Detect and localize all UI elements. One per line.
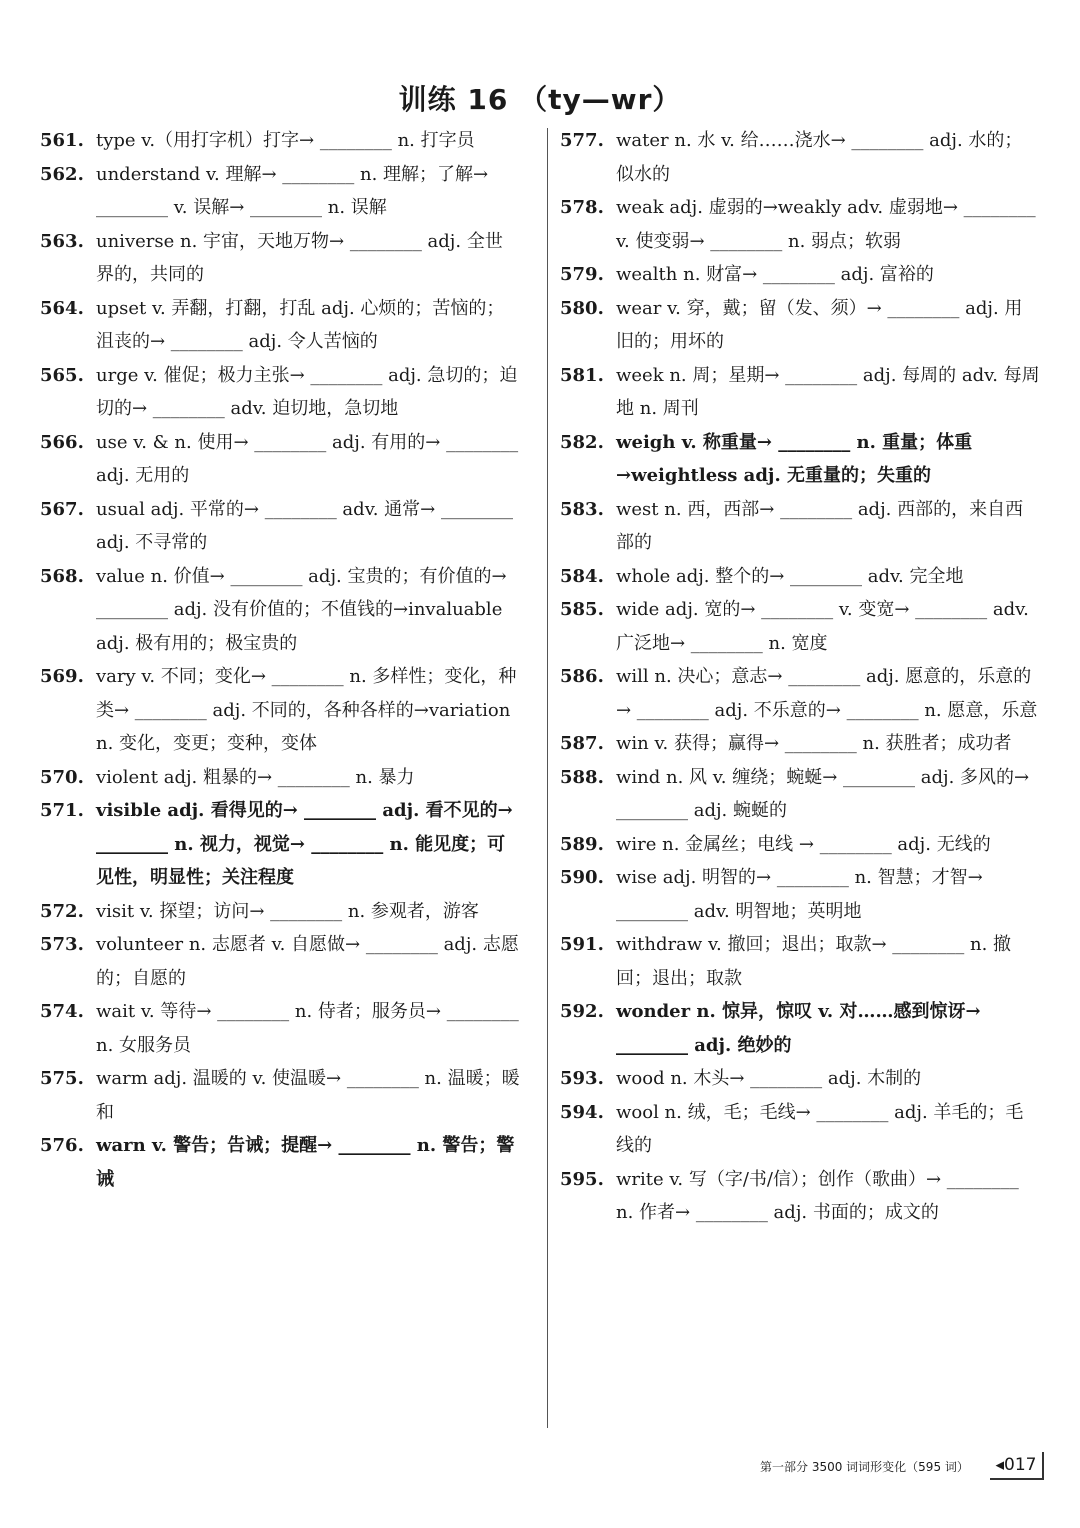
entry-number: 582. (560, 431, 604, 453)
entry-number: 595. (560, 1168, 604, 1190)
entry-number: 584. (560, 565, 604, 587)
vocab-entry (560, 1163, 1040, 1230)
vocab-entry (560, 1096, 1040, 1163)
entry-text: usual adj. 平常的→ ________ adv. 通常→ ________ adj. 不寻常的 (96, 498, 513, 553)
vocab-entry (40, 761, 520, 795)
entry-number: 588. (560, 766, 604, 788)
vocab-entry (40, 1129, 520, 1196)
vocab-entry (560, 124, 1040, 191)
entry-number: 590. (560, 867, 604, 888)
vocab-entry (560, 292, 1040, 359)
entry-text: will n. 决心；意志→ ________ adj. 愿意的，乐意的→ ________ adj. 不乐意的→ ________ n. 愿意，乐意 (616, 666, 1038, 721)
vocab-entry (40, 493, 520, 560)
page-number: ◂017 (990, 1452, 1044, 1480)
vocab-entry (560, 727, 1040, 761)
entry-text: win v. 获得；赢得→ ________ n. 获胜者；成功者 (616, 733, 1012, 754)
entry-text: weigh v. 称重量→ ________ n. 重量；体重 →weightless adj. 无重量的；失重的 (616, 431, 973, 486)
entry-number: 581. (560, 364, 604, 386)
entry-number: 564. (40, 297, 84, 319)
entry-number: 592. (560, 1001, 604, 1022)
entry-number: 568. (40, 565, 84, 587)
vocab-entry (560, 828, 1040, 862)
vocab-entry (40, 1062, 520, 1129)
entry-text: whole adj. 整个的→ ________ adv. 完全地 (616, 565, 964, 587)
entry-number: 562. (40, 163, 84, 185)
entry-text: wealth n. 财富→ ________ adj. 富裕的 (616, 264, 934, 285)
vocab-entry (560, 359, 1040, 426)
entry-text: week n. 周；星期→ ________ adj. 每周的 adv. 每周地 n. 周刊 (616, 364, 1040, 419)
vocab-entry (560, 560, 1040, 594)
entry-text: visit v. 探望；访问→ ________ n. 参观者，游客 (96, 900, 479, 922)
vocab-entry (560, 258, 1040, 292)
entry-number: 591. (560, 934, 604, 955)
entry-number: 576. (40, 1135, 84, 1156)
vocab-entry (560, 995, 1040, 1062)
vocab-entry (560, 861, 1040, 928)
entry-text: wonder n. 惊异，惊叹 v. 对……感到惊讶→ ________ adj. 绝妙的 (616, 1001, 981, 1056)
entry-number: 594. (560, 1101, 604, 1123)
entry-text: weak adj. 虚弱的→weakly adv. 虚弱地→ ________ v. 使变弱→ ________ n. 弱点；软弱 (616, 197, 1036, 252)
entry-number: 574. (40, 1001, 84, 1022)
entry-text: water n. 水 v. 给……浇水→ ________ adj. 水的；似水的 (616, 130, 1023, 185)
entry-number: 572. (40, 900, 84, 922)
entry-number: 566. (40, 431, 84, 453)
entry-text: wear v. 穿，戴；留（发、须）→ ________ adj. 用旧的；用坏的 (616, 297, 1023, 352)
entry-text: warn v. 警告；告诫；提醒→ ________ n. 警告；警诫 (96, 1135, 515, 1190)
entry-text: urge v. 催促；极力主张→ ________ adj. 急切的；迫切的→ ________ adv. 迫切地，急切地 (96, 364, 518, 419)
entry-text: west n. 西，西部→ ________ adj. 西部的，来自西部的 (616, 498, 1024, 553)
vocab-entry (40, 426, 520, 493)
entry-text: type v.（用打字机）打字→ ________ n. 打字员 (96, 130, 475, 151)
right-column (560, 124, 1040, 1230)
entry-text: wool n. 绒，毛；毛线→ ________ adj. 羊毛的；毛线的 (616, 1101, 1024, 1156)
vocab-entry (560, 928, 1040, 995)
entry-number: 571. (40, 800, 84, 821)
entry-number: 593. (560, 1068, 604, 1089)
entry-text: upset v. 弄翻，打翻，打乱 adj. 心烦的；苦恼的；沮丧的→ ________ adj. 令人苦恼的 (96, 297, 505, 352)
entry-text: wire n. 金属丝；电线 → ________ adj. 无线的 (616, 833, 991, 855)
entry-number: 580. (560, 297, 604, 319)
vocab-entry (40, 928, 520, 995)
entry-number: 567. (40, 498, 84, 520)
page-title: 训练 16 （ty—wr） (398, 83, 682, 116)
column-divider (547, 128, 548, 1428)
entry-text: understand v. 理解→ ________ n. 理解；了解→ ________ v. 误解→ ________ n. 误解 (96, 163, 489, 218)
entry-number: 573. (40, 934, 84, 955)
entry-number: 583. (560, 498, 604, 520)
entry-text: write v. 写（字/书/信）；创作（歌曲）→ ________ n. 作者→ ________ adj. 书面的；成文的 (616, 1168, 1019, 1223)
entry-text: value n. 价值→ ________ adj. 宝贵的；有价值的→ ________ adj. 没有价值的；不值钱的→invaluable adj. 极有用的；极宝贵的 (96, 565, 507, 654)
entry-text: warm adj. 温暖的 v. 使温暖→ ________ n. 温暖；暖和 (96, 1068, 520, 1123)
vocab-entry (560, 593, 1040, 660)
vocab-entry (560, 1062, 1040, 1096)
vocab-entry (40, 158, 520, 225)
entry-text: universe n. 宇宙，天地万物→ ________ adj. 全世界的，共同的 (96, 230, 503, 285)
vocab-entry (40, 660, 520, 761)
entry-number: 561. (40, 130, 84, 151)
entry-text: wide adj. 宽的→ ________ v. 变宽→ ________ adv. 广泛地→ ________ n. 宽度 (616, 599, 1029, 654)
vocab-entry (560, 761, 1040, 828)
vocab-entry (560, 426, 1040, 493)
vocab-entry (40, 895, 520, 929)
entry-number: 578. (560, 197, 604, 218)
vocab-entry (40, 995, 520, 1062)
entry-number: 589. (560, 833, 604, 855)
entry-text: wise adj. 明智的→ ________ n. 智慧；才智→ ________ adv. 明智地；英明地 (616, 867, 983, 922)
entry-text: wait v. 等待→ ________ n. 侍者；服务员→ ________ n. 女服务员 (96, 1001, 519, 1056)
footer-section: 第一部分 3500 词词形变化（595 词） (760, 1460, 969, 1474)
vocab-entry (40, 225, 520, 292)
entry-text: wind n. 风 v. 缠绕；蜿蜒→ ________ adj. 多风的→ ________ adj. 蜿蜒的 (616, 766, 1030, 821)
vocab-entry (40, 124, 520, 158)
entry-number: 579. (560, 264, 604, 285)
vocab-entry (40, 359, 520, 426)
entry-text: use v. & n. 使用→ ________ adj. 有用的→ ________ adj. 无用的 (96, 431, 519, 486)
vocab-entry (40, 292, 520, 359)
vocab-entry (40, 794, 520, 895)
left-column (40, 124, 520, 1196)
vocab-entry (40, 560, 520, 661)
entry-number: 575. (40, 1068, 84, 1089)
entry-text: withdraw v. 撤回；退出；取款→ ________ n. 撤回；退出；取款 (616, 934, 1012, 989)
entry-number: 569. (40, 666, 84, 687)
entry-text: visible adj. 看得见的→ ________ adj. 看不见的→ ________ n. 视力，视觉→ ________ n. 能见度；可见性，明显性；关注程度 (96, 800, 513, 888)
vocab-entry (560, 493, 1040, 560)
entry-number: 577. (560, 130, 604, 151)
entry-text: volunteer n. 志愿者 v. 自愿做→ ________ adj. 志愿的；自愿的 (96, 934, 519, 989)
entry-number: 570. (40, 766, 84, 788)
entry-number: 587. (560, 733, 604, 754)
vocab-entry (560, 191, 1040, 258)
entry-number: 585. (560, 599, 604, 620)
entry-text: violent adj. 粗暴的→ ________ n. 暴力 (96, 766, 415, 788)
entry-text: vary v. 不同；变化→ ________ n. 多样性；变化，种类→ ________ adj. 不同的，各种各样的→variation n. 变化，变更；变种，变体 (96, 666, 517, 754)
entry-number: 563. (40, 230, 84, 252)
entry-number: 586. (560, 666, 604, 687)
vocab-entry (560, 660, 1040, 727)
entry-text: wood n. 木头→ ________ adj. 木制的 (616, 1068, 922, 1089)
entry-number: 565. (40, 364, 84, 386)
